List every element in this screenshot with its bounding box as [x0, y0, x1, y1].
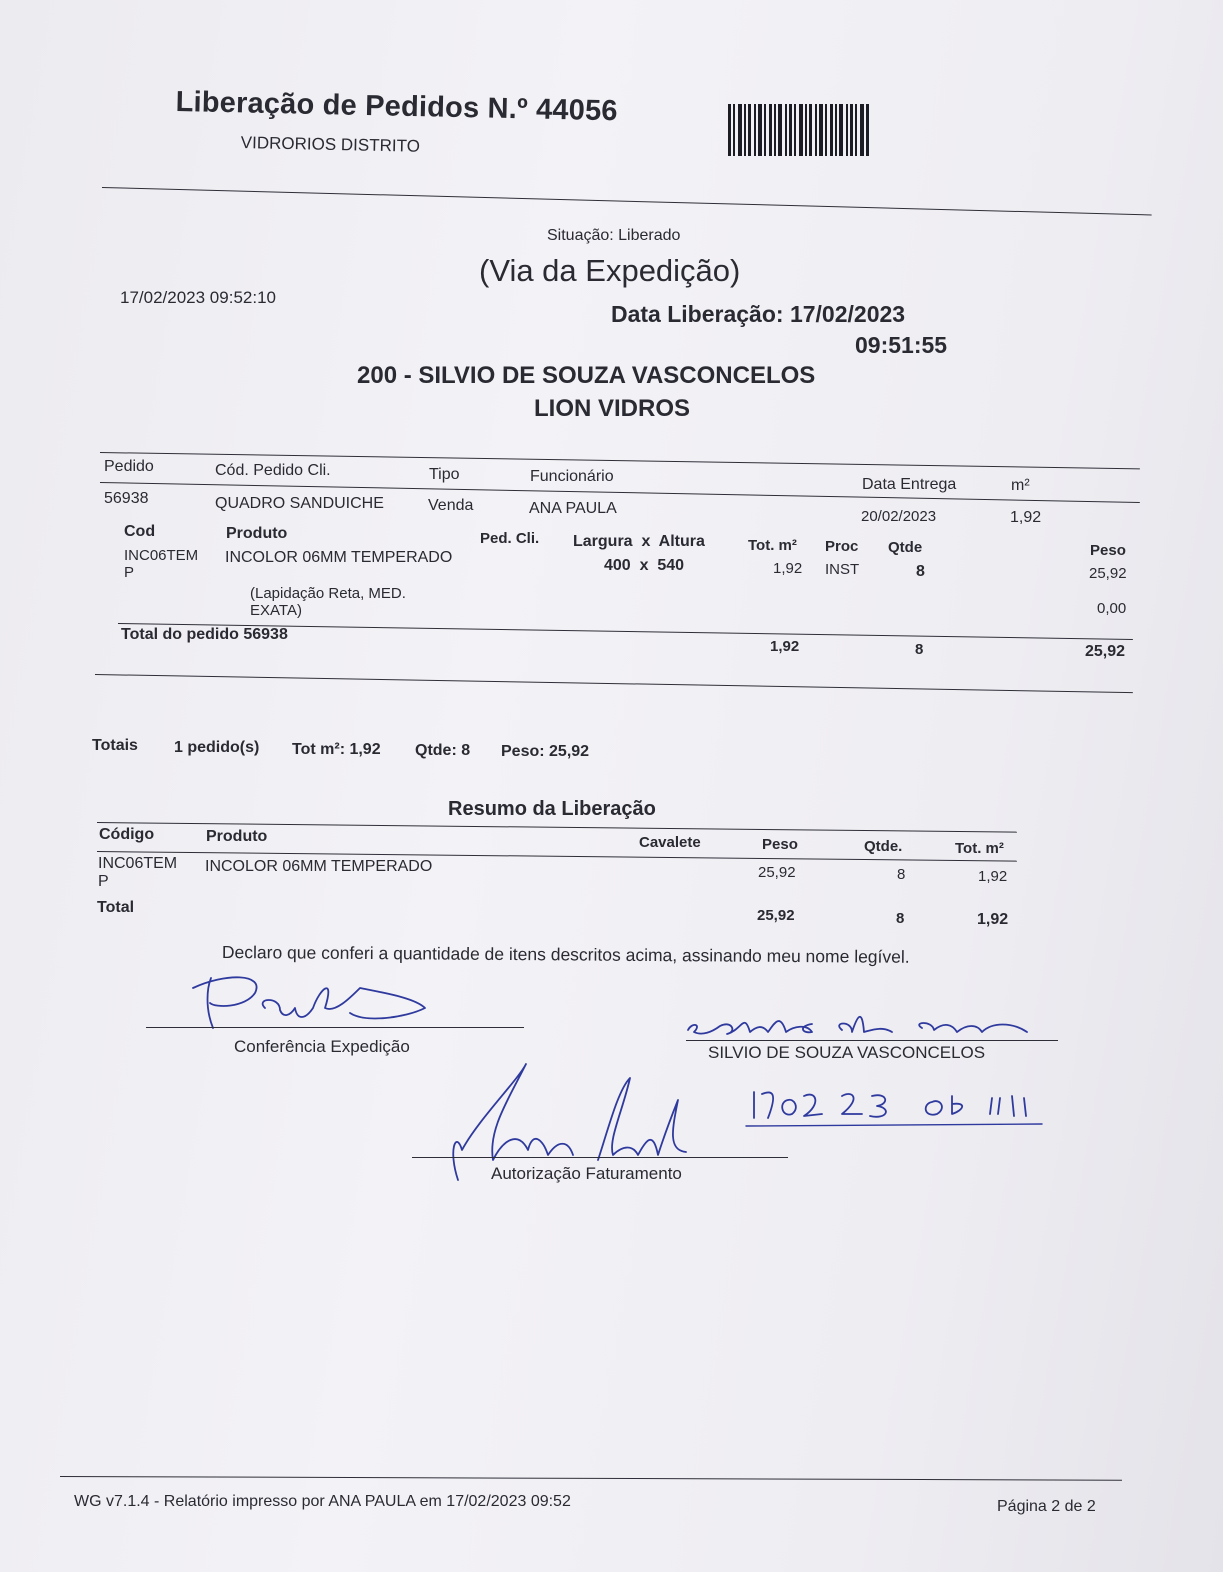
declaration-text: Declaro que conferi a quantidade de itens descritos acima, assinando meu nome legível. [221, 942, 910, 967]
order-number: 56938 [104, 490, 149, 507]
status-text: Situação: Liberado [547, 227, 681, 244]
delivery-date: 20/02/2023 [861, 508, 937, 525]
autorizacao-label: Autorização Faturamento [491, 1164, 682, 1183]
item-header-peso: Peso [1090, 542, 1126, 559]
totals-orders: 1 pedido(s) [174, 739, 260, 756]
item-tot-m2: 1,92 [773, 560, 803, 577]
item-qtde: 8 [916, 563, 925, 580]
summary-code: INC06TEM P [98, 855, 178, 890]
item-dimensions: 400 x 540 [604, 557, 685, 574]
item-header-tot-m2: Tot. m² [748, 537, 797, 554]
summary-title: Resumo da Liberação [448, 798, 656, 820]
release-date-label: Data Liberação: 17/02/2023 [611, 301, 906, 327]
document-title: Liberação de Pedidos N.º 44056 [175, 86, 619, 128]
col-header-cod-pedido-cli: Cód. Pedido Cli. [215, 462, 331, 479]
item-header-produto: Produto [226, 525, 288, 542]
summary-total-peso: 25,92 [757, 907, 795, 924]
order-m2: 1,92 [1010, 509, 1042, 526]
totals-qtde: Qtde: 8 [415, 742, 471, 759]
order-total-peso: 25,92 [1085, 643, 1126, 660]
summary-total-label: Total [97, 899, 135, 916]
totals-m2: Tot m²: 1,92 [292, 741, 381, 758]
totals-label: Totais [92, 737, 138, 754]
item-process-note: (Lapidação Reta, MED. EXATA) [250, 585, 406, 619]
client-company: LION VIDROS [534, 395, 691, 422]
order-type: Venda [428, 497, 474, 514]
client-signature-line [686, 1040, 1058, 1041]
footer-printed-by: WG v7.1.4 - Relatório impresso por ANA PAULA em 17/02/2023 09:52 [74, 1493, 571, 1510]
client-signature-label: SILVIO DE SOUZA VASCONCELOS [708, 1043, 986, 1062]
item-header-proc: Proc [825, 538, 859, 555]
release-date: 17/02/2023 [789, 301, 906, 327]
conferencia-label: Conferência Expedição [234, 1037, 410, 1056]
col-header-pedido: Pedido [104, 458, 154, 475]
item-peso: 25,92 [1089, 565, 1127, 582]
totals-peso: Peso: 25,92 [501, 743, 590, 760]
autorizacao-line [412, 1157, 788, 1158]
summary-header-codigo: Código [99, 826, 155, 843]
order-total-m2: 1,92 [770, 638, 800, 655]
client-name: 200 - SILVIO DE SOUZA VASCONCELOS [357, 362, 816, 389]
item-header-cod: Cod [124, 523, 156, 540]
item-code: INC06TEM P [124, 547, 199, 581]
col-header-funcionario: Funcionário [530, 468, 614, 485]
company-name: VIDRORIOS DISTRITO [240, 133, 421, 156]
summary-tot-m2: 1,92 [978, 868, 1008, 885]
client-date-handwriting [742, 1084, 1052, 1130]
summary-header-cavalete: Cavalete [639, 834, 701, 851]
item-header-ped-cli: Ped. Cli. [480, 530, 540, 547]
employee-name: ANA PAULA [529, 500, 617, 517]
item-header-qtde: Qtde [888, 539, 923, 556]
item-header-dimensions: Largura x Altura [573, 533, 705, 550]
summary-header-produto: Produto [206, 828, 268, 845]
col-header-tipo: Tipo [429, 466, 460, 483]
page-number: Página 2 de 2 [997, 1498, 1096, 1515]
summary-peso: 25,92 [758, 864, 796, 881]
col-header-m2: m² [1011, 477, 1030, 494]
process-peso: 0,00 [1097, 600, 1127, 617]
summary-total-m2: 1,92 [977, 911, 1009, 928]
summary-header-qtde: Qtde. [864, 838, 903, 855]
barcode-image [728, 104, 912, 156]
summary-product: INCOLOR 06MM TEMPERADO [205, 858, 433, 875]
header-divider [102, 187, 1152, 215]
via-title: (Via da Expedição) [479, 253, 741, 288]
client-order-code: QUADRO SANDUICHE [215, 495, 384, 512]
table-bottom-rule [95, 674, 1133, 693]
release-time: 09:51:55 [855, 332, 948, 358]
summary-header-tot-m2: Tot. m² [955, 840, 1004, 857]
conferencia-line [146, 1027, 524, 1028]
client-signature [682, 1002, 1042, 1042]
item-product: INCOLOR 06MM TEMPERADO [225, 549, 453, 566]
item-proc: INST [825, 561, 860, 578]
col-header-data-entrega: Data Entrega [862, 476, 957, 493]
print-datetime: 17/02/2023 09:52:10 [120, 288, 276, 307]
conferencia-signature [185, 968, 445, 1036]
order-total-qtde: 8 [915, 641, 924, 658]
footer-divider [60, 1476, 1122, 1481]
order-total-label: Total do pedido 56938 [121, 626, 288, 643]
summary-header-peso: Peso [762, 836, 798, 853]
summary-total-qtde: 8 [896, 910, 905, 927]
summary-qtde: 8 [897, 866, 906, 883]
